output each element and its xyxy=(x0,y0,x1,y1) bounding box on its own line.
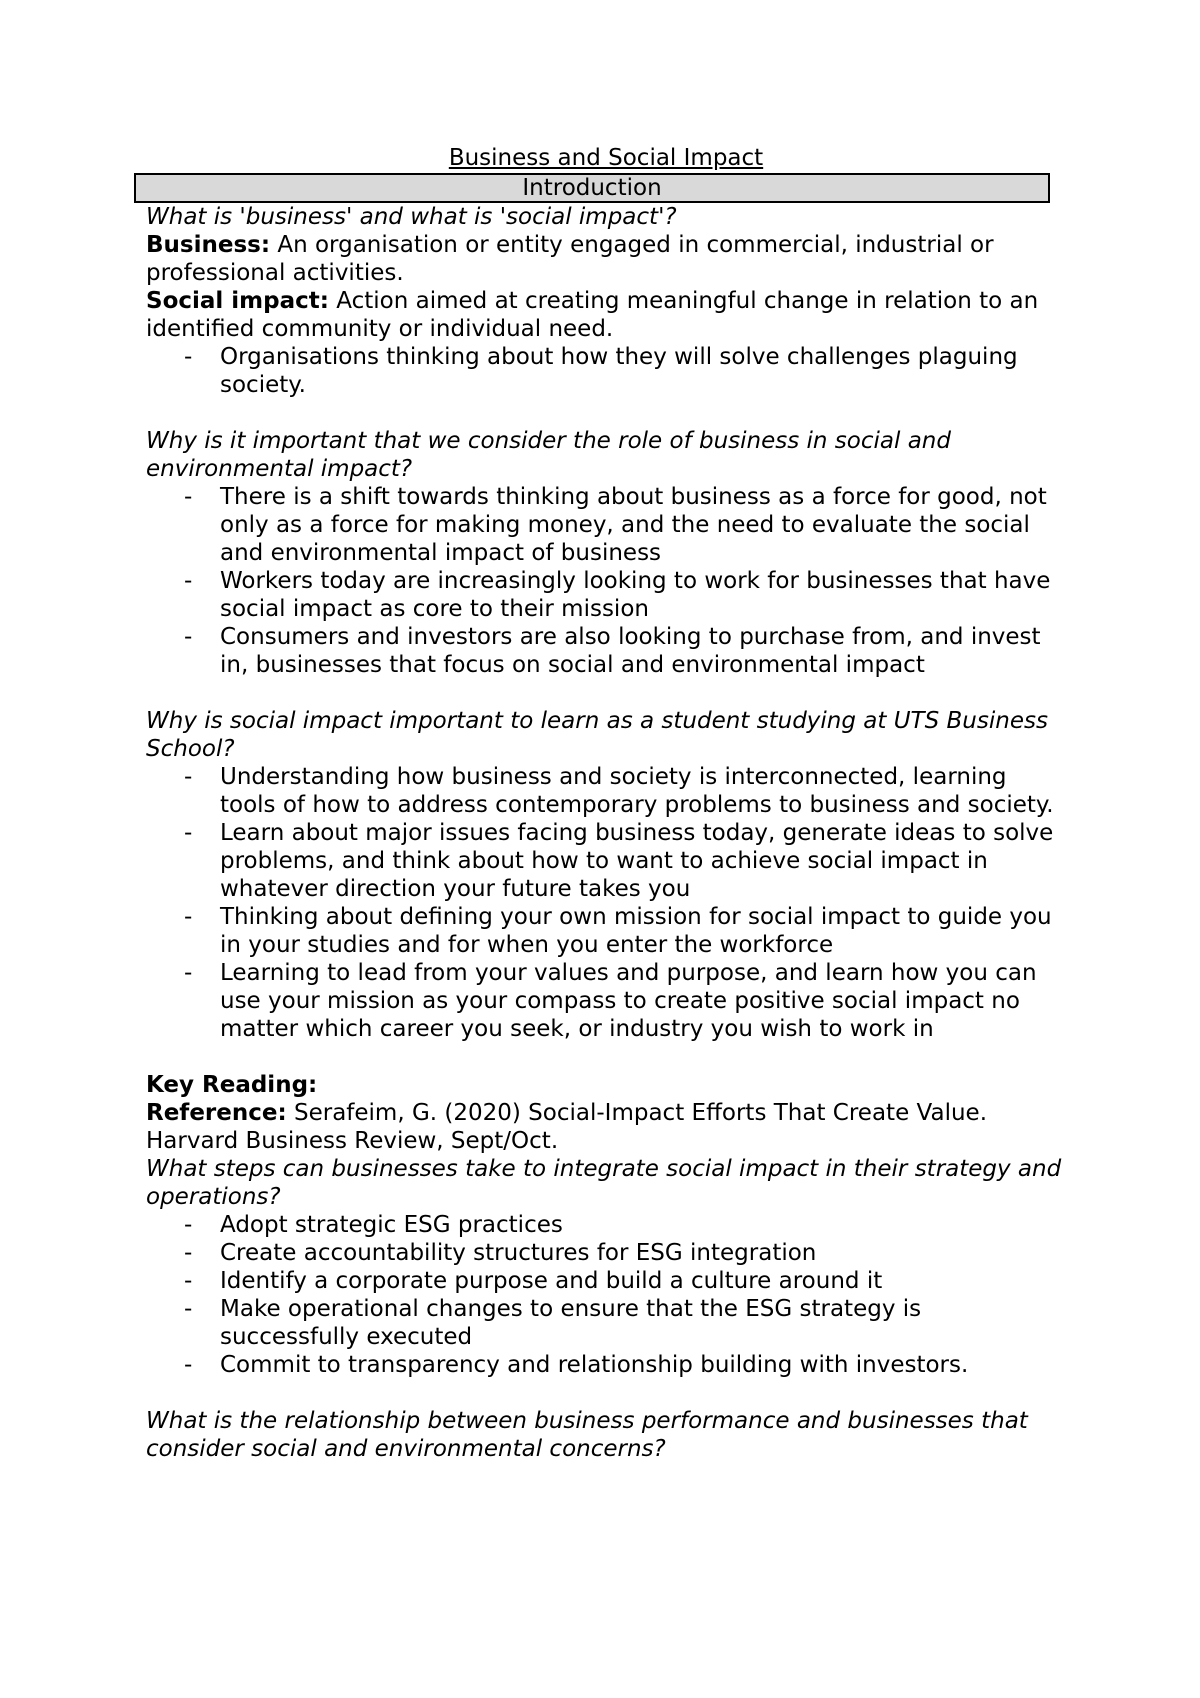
list-item: - Identify a corporate purpose and build a culture around it xyxy=(146,1267,1066,1295)
definition-business xyxy=(146,231,1066,287)
question-steps: What steps can businesses take to integrate social impact in their strategy and operations? xyxy=(146,1156,1062,1210)
question-relationship: What is the relationship between business performance and businesses that consider social and environmental concerns? xyxy=(146,1408,1028,1462)
question-why-important: Why is it important that we consider the role of business in social and environmental impact? xyxy=(146,428,951,482)
list-item: - Workers today are increasingly looking to work for businesses that have social impact as core to their mission xyxy=(146,567,1066,623)
bullet-list-q3 xyxy=(146,763,1066,1043)
reference-label: Reference: xyxy=(146,1100,287,1126)
term-social-impact: Social impact: xyxy=(146,288,329,314)
definition-social-impact-text: Action aimed at creating meaningful change in relation to an identified community or individual need. xyxy=(146,288,1039,342)
key-reading-heading: Key Reading: xyxy=(146,1072,318,1098)
reference-text: Serafeim, G. (2020) Social-Impact Efforts That Create Value. Harvard Business Review, Sept/Oct. xyxy=(146,1100,988,1154)
list-item: - Create accountability structures for ESG integration xyxy=(146,1239,1066,1267)
list-item: - Learning to lead from your values and purpose, and learn how you can use your mission as your compass to create positive social impact no matter which career you seek, or industry you wish to work in xyxy=(146,959,1066,1043)
document-title: Business and Social Impact xyxy=(448,145,764,171)
document-page xyxy=(146,143,1066,1463)
list-item: - Consumers and investors are also looking to purchase from, and invest in, businesses that focus on social and environmental impact xyxy=(146,623,1066,679)
reference xyxy=(146,1099,1066,1155)
definition-social-impact xyxy=(146,287,1066,343)
list-item: - Understanding how business and society is interconnected, learning tools of how to address contemporary problems to business and society. xyxy=(146,763,1066,819)
section-header-introduction: Introduction xyxy=(134,173,1050,203)
list-item: - Make operational changes to ensure that the ESG strategy is successfully executed xyxy=(146,1295,1066,1351)
term-business: Business: xyxy=(146,232,271,258)
question-why-learn: Why is social impact important to learn as a student studying at UTS Business School? xyxy=(146,708,1048,762)
list-item: - Learn about major issues facing business today, generate ideas to solve problems, and think about how to want to achieve social impact in whatever direction your future takes you xyxy=(146,819,1066,903)
list-item: - There is a shift towards thinking about business as a force for good, not only as a force for making money, and the need to evaluate the social and environmental impact of business xyxy=(146,483,1066,567)
question-business-social-impact: What is 'business' and what is 'social impact'? xyxy=(146,204,677,230)
bullet-list-q2 xyxy=(146,483,1066,679)
list-item: - Commit to transparency and relationship building with investors. xyxy=(146,1351,1066,1379)
definition-business-text: An organisation or entity engaged in commercial, industrial or professional activities. xyxy=(146,232,994,286)
bullet-list-q4 xyxy=(146,1211,1066,1379)
list-item: - Thinking about defining your own mission for social impact to guide you in your studies and for when you enter the workforce xyxy=(146,903,1066,959)
bullet-list-q1 xyxy=(146,343,1066,399)
list-item: - Adopt strategic ESG practices xyxy=(146,1211,1066,1239)
list-item: - Organisations thinking about how they will solve challenges plaguing society. xyxy=(146,343,1066,399)
